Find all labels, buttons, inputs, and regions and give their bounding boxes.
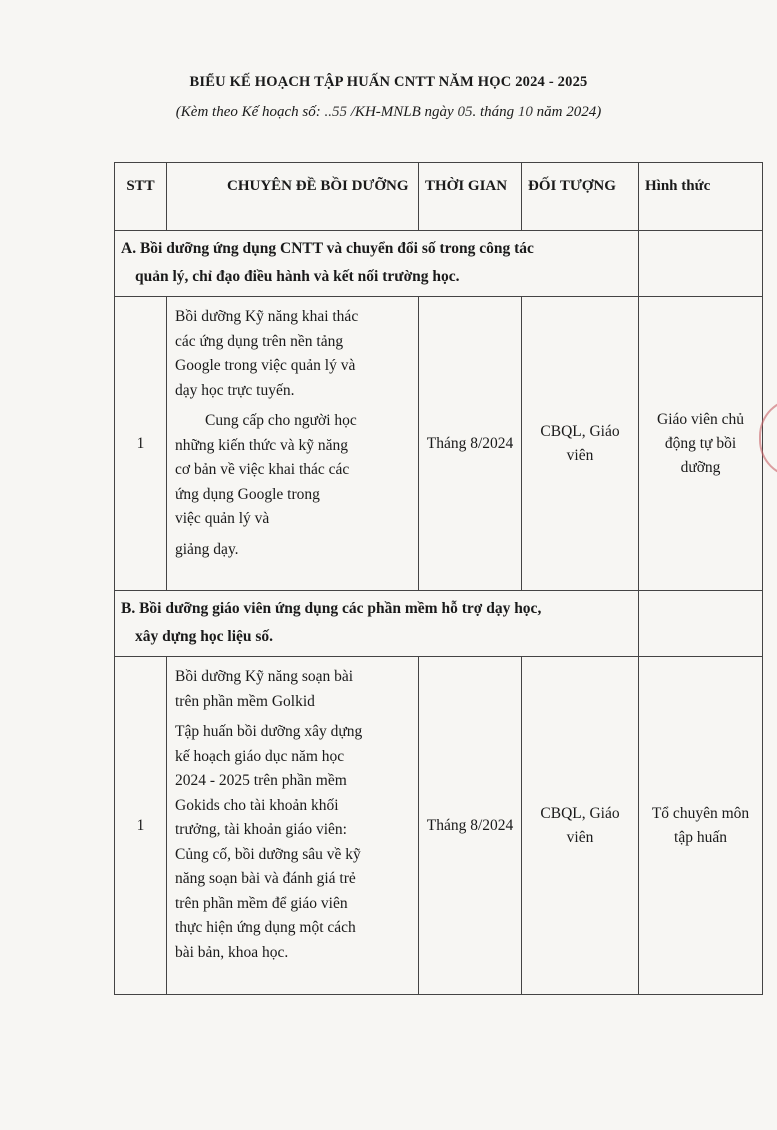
detail-line: Cung cấp cho người học bbox=[205, 412, 357, 429]
detail-line: việc quản lý và bbox=[175, 510, 270, 527]
section-a-empty-cell bbox=[639, 231, 763, 297]
detail-line: cơ bản về việc khai thác các bbox=[175, 461, 350, 478]
detail-line: ứng dụng Google trong bbox=[175, 485, 320, 503]
topic-line: trên phần mềm Golkid bbox=[175, 692, 315, 710]
detail-line: kế hoạch giáo dục năm học bbox=[175, 747, 345, 765]
plan-month: 10 bbox=[517, 104, 533, 120]
subtitle-mid2: . tháng bbox=[472, 104, 518, 120]
section-a-row bbox=[115, 231, 763, 297]
header-form: Hình thức bbox=[639, 163, 763, 231]
training-plan-table bbox=[114, 162, 763, 995]
section-b-title-line2: xây dựng học liệu số. bbox=[135, 628, 274, 645]
section-b-title bbox=[115, 591, 639, 657]
section-b-title-line1: B. Bồi dưỡng giáo viên ứng dụng các phần mềm hỗ trợ dạy học, bbox=[121, 600, 542, 617]
table-row bbox=[115, 297, 763, 591]
section-a-title bbox=[115, 231, 639, 297]
table-row bbox=[115, 657, 763, 995]
plan-number: ..55 bbox=[324, 104, 348, 120]
section-b-empty-cell bbox=[639, 591, 763, 657]
row-stt: 1 bbox=[115, 297, 167, 591]
table-header-row bbox=[115, 163, 763, 231]
row-time: Tháng 8/2024 bbox=[419, 297, 522, 591]
topic-line: Bồi dưỡng Kỹ năng soạn bài bbox=[175, 668, 354, 685]
detail-line: giảng dạy. bbox=[175, 540, 239, 558]
header-stt: STT bbox=[115, 163, 167, 231]
section-a-title-line1: A. Bồi dưỡng ứng dụng CNTT và chuyển đổi số trong công tác bbox=[121, 240, 534, 257]
header-topic: CHUYÊN ĐỀ BỒI DƯỠNG bbox=[167, 163, 419, 231]
document-subtitle bbox=[0, 104, 777, 121]
subtitle-mid1: /KH-MNLB ngày bbox=[347, 104, 458, 120]
topic-line: Google trong việc quản lý và bbox=[175, 357, 356, 374]
row-target: CBQL, Giáo viên bbox=[522, 657, 639, 995]
row-time: Tháng 8/2024 bbox=[419, 657, 522, 995]
row-form: Giáo viên chủ động tự bồi dưỡng bbox=[639, 297, 763, 591]
row-topic bbox=[167, 657, 419, 995]
row-stt: 1 bbox=[115, 657, 167, 995]
detail-line: Tập huấn bồi dưỡng xây dựng bbox=[175, 723, 363, 740]
section-a-title-line2: quản lý, chỉ đạo điều hành và kết nối trường học. bbox=[135, 268, 460, 285]
section-b-row bbox=[115, 591, 763, 657]
document-title: BIỂU KẾ HOẠCH TẬP HUẤN CNTT NĂM HỌC 2024 - 2025 bbox=[189, 74, 588, 90]
topic-line: Bồi dưỡng Kỹ năng khai thác bbox=[175, 308, 359, 325]
row-topic bbox=[167, 297, 419, 591]
detail-line: Củng cố, bồi dưỡng sâu về kỹ bbox=[175, 845, 361, 863]
row-target: CBQL, Giáo viên bbox=[522, 297, 639, 591]
topic-line: dạy học trực tuyến. bbox=[175, 381, 295, 399]
detail-line: thực hiện ứng dụng một cách bbox=[175, 919, 356, 936]
detail-line: trên phần mềm để giáo viên bbox=[175, 894, 348, 912]
detail-line: 2024 - 2025 trên phần mềm bbox=[175, 772, 347, 789]
detail-line: bài bản, khoa học. bbox=[175, 943, 289, 961]
detail-line: Gokids cho tài khoản khối bbox=[175, 796, 339, 814]
header-target: ĐỐI TƯỢNG bbox=[522, 163, 639, 231]
subtitle-prefix: (Kèm theo Kế hoạch số: bbox=[175, 104, 325, 120]
detail-line: năng soạn bài và đánh giá trẻ bbox=[175, 870, 356, 887]
subtitle-suffix: năm 2024) bbox=[532, 104, 602, 120]
plan-day: 05 bbox=[457, 104, 473, 120]
detail-line: trưởng, tài khoản giáo viên: bbox=[175, 821, 347, 838]
header-time: THỜI GIAN bbox=[419, 163, 522, 231]
row-form: Tổ chuyên môn tập huấn bbox=[639, 657, 763, 995]
topic-line: các ứng dụng trên nền tảng bbox=[175, 332, 344, 350]
detail-line: những kiến thức và kỹ năng bbox=[175, 436, 349, 454]
